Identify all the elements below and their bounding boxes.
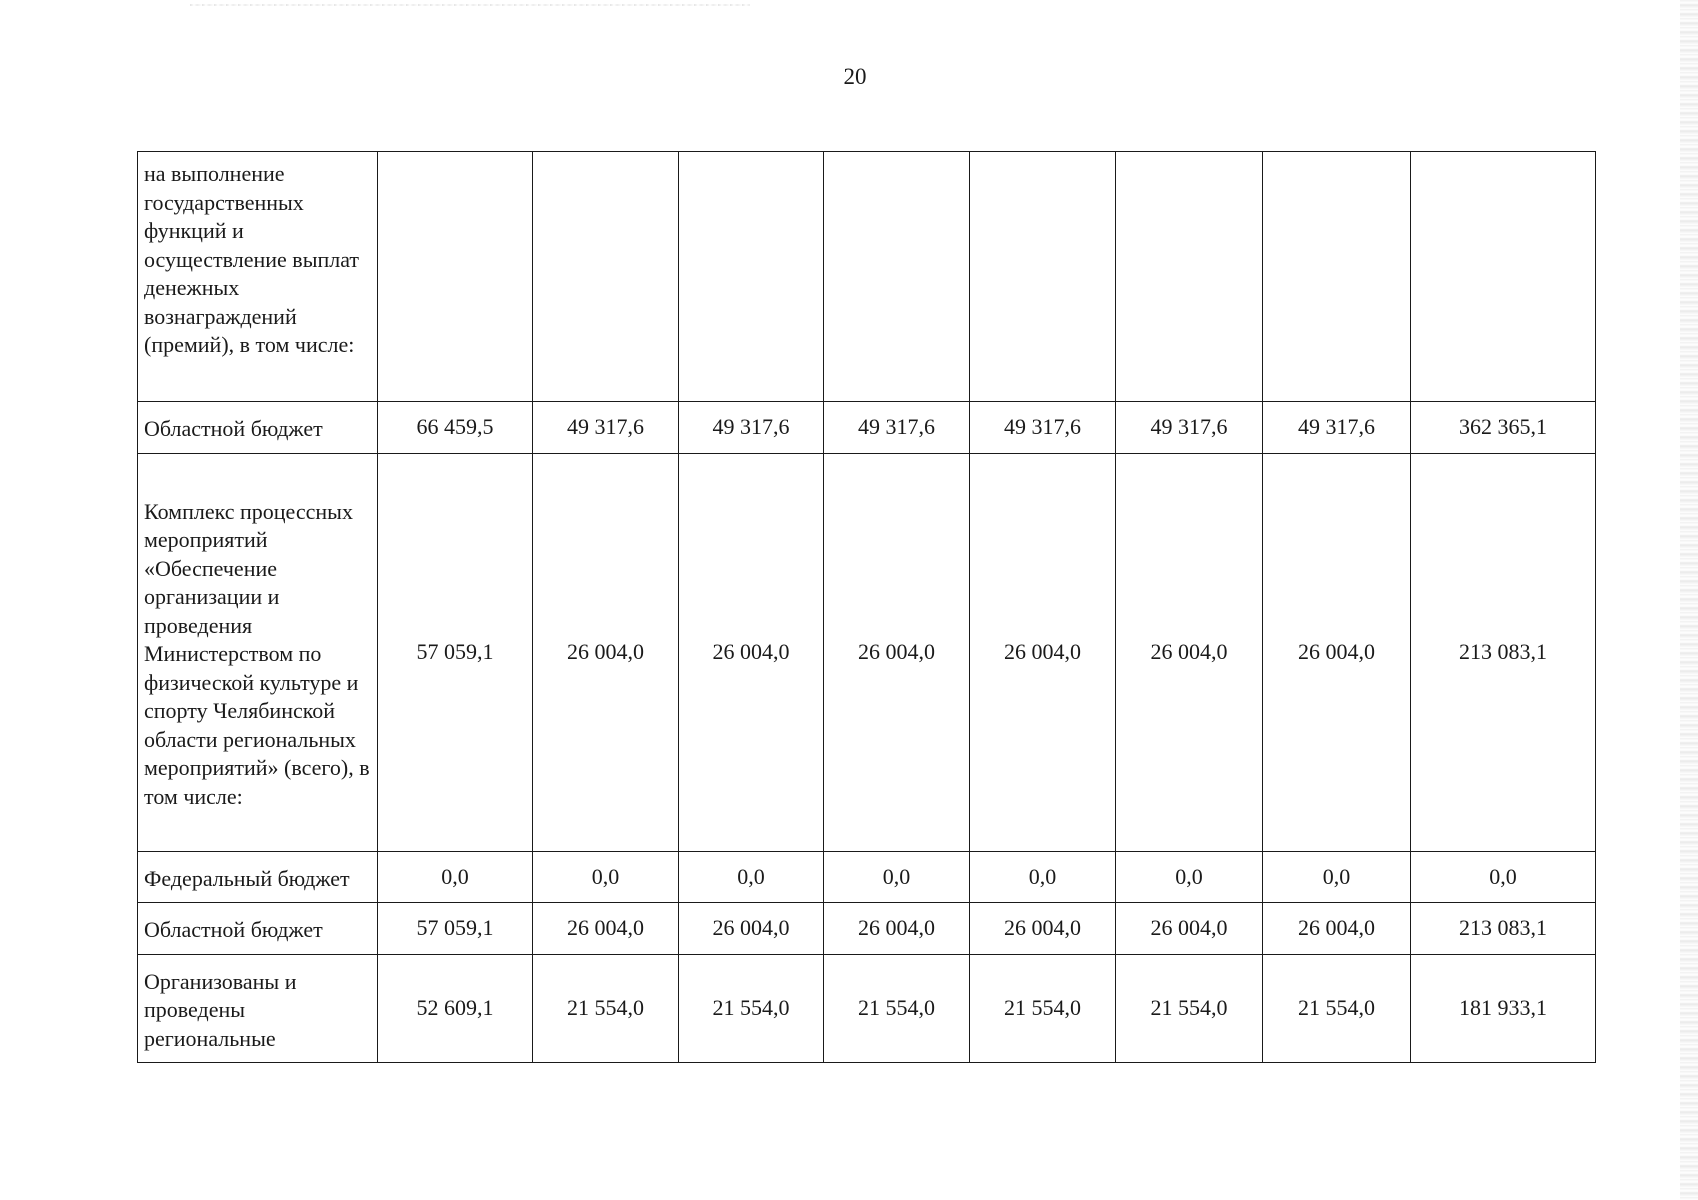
cell-value: 49 317,6 [679,402,824,454]
cell-value: 0,0 [824,852,970,903]
cell-total: 362 365,1 [1411,402,1596,454]
row-label: Комплекс процессных мероприятий «Обеспечение организации и проведения Министерством по физической культуре и спорту Челябинской области региональных мероприятий» (всего), в том числе: [138,454,378,852]
cell-value: 26 004,0 [970,454,1116,852]
cell-value: 26 004,0 [679,903,824,955]
cell-value [824,152,970,402]
scan-noise-top [190,4,750,6]
budget-table [137,151,1596,1063]
cell-value: 57 059,1 [378,903,533,955]
cell-value: 0,0 [970,852,1116,903]
cell-total: 181 933,1 [1411,955,1596,1063]
cell-value: 49 317,6 [1263,402,1411,454]
cell-value: 0,0 [1263,852,1411,903]
cell-value: 26 004,0 [970,903,1116,955]
cell-value: 26 004,0 [1263,454,1411,852]
table-row [138,903,1596,955]
cell-value [378,152,533,402]
cell-value: 21 554,0 [824,955,970,1063]
cell-total: 213 083,1 [1411,454,1596,852]
table-row [138,454,1596,852]
table-row [138,852,1596,903]
cell-value [533,152,679,402]
cell-value: 49 317,6 [533,402,679,454]
cell-value: 26 004,0 [1116,454,1263,852]
cell-value [1263,152,1411,402]
cell-value [679,152,824,402]
cell-value: 0,0 [533,852,679,903]
row-label: Федеральный бюджет [138,852,378,903]
row-label: Организованы и проведены региональные [138,955,378,1063]
row-label: Областной бюджет [138,402,378,454]
cell-total: 0,0 [1411,852,1596,903]
cell-value: 26 004,0 [824,903,970,955]
cell-value: 26 004,0 [533,454,679,852]
cell-value: 26 004,0 [679,454,824,852]
cell-value: 26 004,0 [1116,903,1263,955]
cell-value: 21 554,0 [533,955,679,1063]
cell-value: 26 004,0 [824,454,970,852]
cell-value: 26 004,0 [533,903,679,955]
cell-value: 52 609,1 [378,955,533,1063]
cell-value: 49 317,6 [970,402,1116,454]
cell-value: 21 554,0 [1263,955,1411,1063]
page-number: 20 [843,64,867,89]
cell-value: 0,0 [378,852,533,903]
cell-total [1411,152,1596,402]
cell-value: 21 554,0 [1116,955,1263,1063]
cell-total: 213 083,1 [1411,903,1596,955]
cell-value: 21 554,0 [679,955,824,1063]
cell-value [970,152,1116,402]
cell-value: 49 317,6 [1116,402,1263,454]
row-label: Областной бюджет [138,903,378,955]
scan-noise-edge [1680,0,1698,1200]
cell-value: 0,0 [679,852,824,903]
cell-value [1116,152,1263,402]
cell-value: 49 317,6 [824,402,970,454]
cell-value: 66 459,5 [378,402,533,454]
cell-value: 26 004,0 [1263,903,1411,955]
table-row [138,152,1596,402]
cell-value: 0,0 [1116,852,1263,903]
cell-value: 57 059,1 [378,454,533,852]
table-row [138,955,1596,1063]
cell-value: 21 554,0 [970,955,1116,1063]
row-label: на выполнение государственных функций и осуществление выплат денежных вознаграждений (премий), в том числе: [138,152,378,402]
table-row [138,402,1596,454]
